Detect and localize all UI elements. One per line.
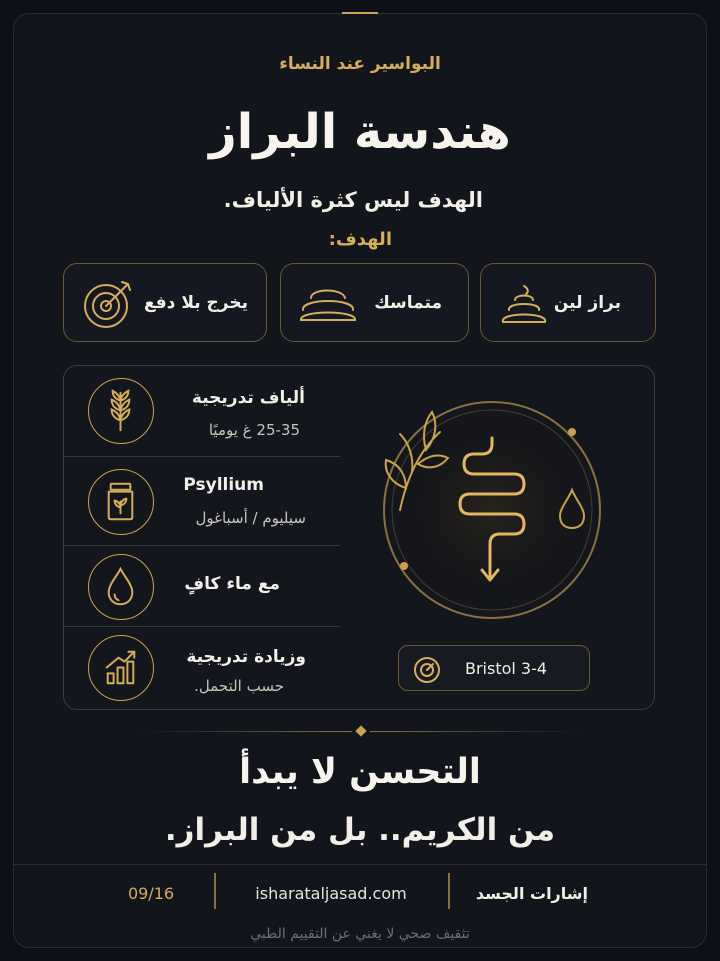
soft-stool-icon bbox=[497, 280, 551, 328]
website-link[interactable]: isharataljasad.com bbox=[255, 884, 407, 903]
bristol-label: Bristol 3-4 bbox=[465, 659, 548, 678]
brand-name: إشارات الجسد bbox=[475, 884, 588, 903]
quote-line-2: من الكريم.. بل من البراز. bbox=[164, 812, 556, 848]
footer-divider bbox=[14, 864, 706, 865]
jar-icon bbox=[88, 469, 154, 535]
tip-title: ألياف تدريجية bbox=[191, 388, 305, 408]
water-drop-icon bbox=[88, 554, 154, 620]
goal-label-formed: متماسك bbox=[374, 293, 442, 313]
goal-label: الهدف: bbox=[328, 229, 392, 250]
bristol-badge bbox=[398, 645, 590, 691]
footer-separator bbox=[448, 873, 450, 909]
growth-chart-icon bbox=[88, 635, 154, 701]
goal-box-formed bbox=[280, 263, 469, 342]
separator-left bbox=[142, 731, 352, 732]
disclaimer: تثقيف صحي لا يغني عن التقييم الطبي bbox=[250, 926, 470, 942]
footer-separator bbox=[214, 873, 216, 909]
target-icon bbox=[80, 276, 136, 332]
tip-title: Psyllium bbox=[183, 475, 264, 495]
tip-row-gradual bbox=[64, 627, 340, 709]
separator-right bbox=[370, 731, 580, 732]
quote-line-1: التحسن لا يبدأ bbox=[239, 752, 481, 792]
tip-sub: حسب التحمل. bbox=[194, 677, 284, 695]
page-title: هندسة البراز bbox=[209, 104, 511, 160]
intestine-icon bbox=[370, 392, 620, 637]
goal-label-soft: براز لين bbox=[553, 293, 621, 313]
tip-sub: سيليوم / أسباغول bbox=[195, 509, 306, 527]
kicker: البواسير عند النساء bbox=[279, 54, 441, 74]
tip-sub: 25-35 غ يوميًا bbox=[208, 421, 300, 439]
wheat-icon bbox=[88, 378, 154, 444]
tip-title: مع ماء كافٍ bbox=[184, 574, 280, 594]
goal-label-no-strain: يخرج بلا دفع bbox=[143, 293, 248, 313]
subtitle: الهدف ليس كثرة الألياف. bbox=[223, 188, 483, 212]
tip-row-psyllium bbox=[64, 457, 340, 545]
tip-row-fiber bbox=[64, 366, 340, 456]
page-number: 09/16 bbox=[128, 884, 175, 903]
top-accent bbox=[342, 12, 378, 14]
formed-stool-icon bbox=[297, 282, 359, 326]
tip-title: وزيادة تدريجية bbox=[186, 647, 306, 667]
target-icon bbox=[413, 656, 441, 684]
goal-box-no-strain bbox=[63, 263, 267, 342]
goal-box-soft bbox=[480, 263, 656, 342]
tip-row-water bbox=[64, 546, 340, 626]
